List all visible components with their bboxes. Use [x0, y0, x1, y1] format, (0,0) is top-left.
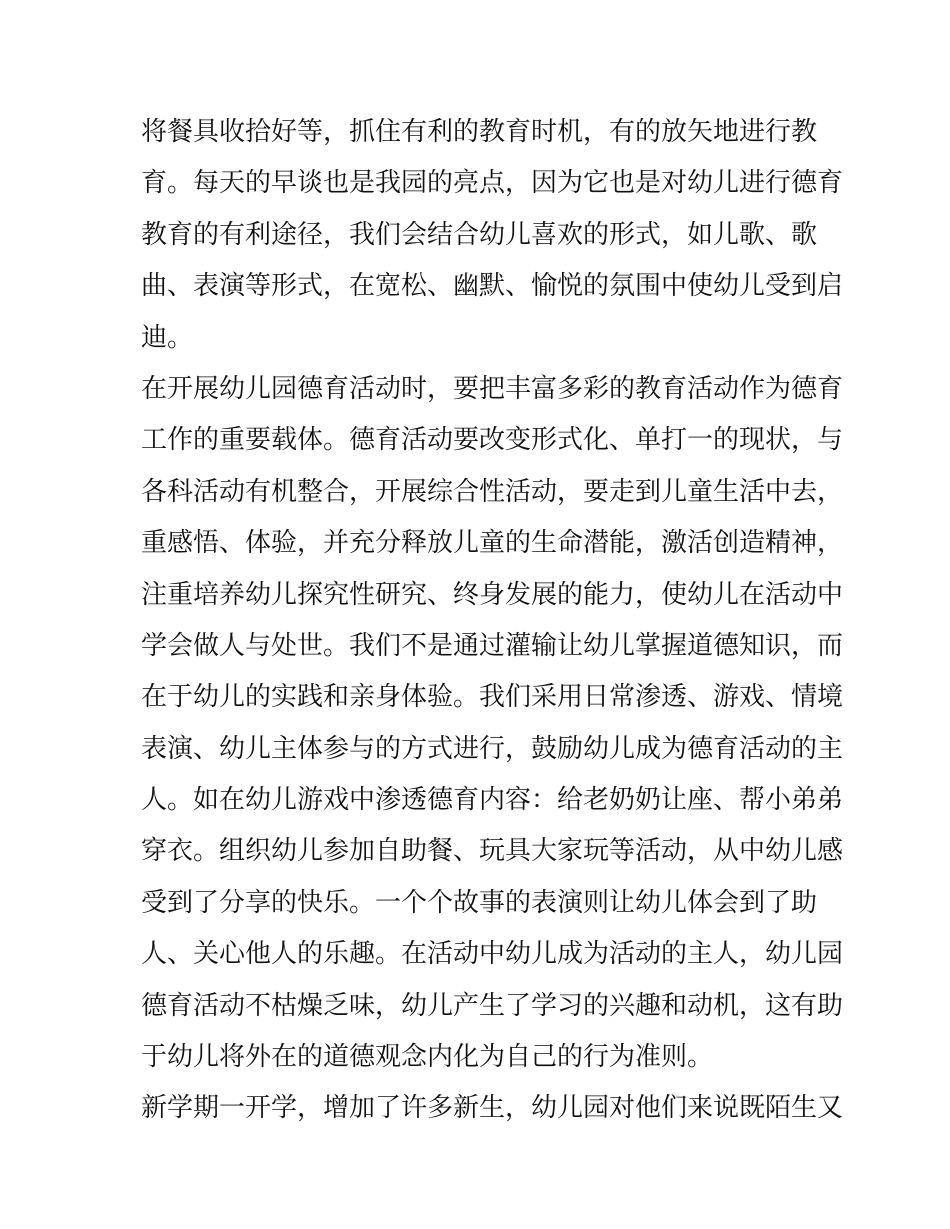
text-line: 将餐具收拾好等，抓住有利的教育时机，有的放矢地进行教 [141, 117, 818, 147]
text-line: 工作的重要载体。德育活动要改变形式化、单打一的现状，与 [141, 425, 844, 456]
body-text [141, 107, 844, 1135]
text-line: 各科活动有机整合，开展综合性活动，要走到儿童生活中去， [141, 476, 844, 507]
text-line: 人。如在幼儿游戏中渗透德育内容：给老奶奶让座、帮小弟弟 [141, 785, 844, 816]
text-line: 表演、幼儿主体参与的方式进行，鼓励幼儿成为德育活动的主 [141, 733, 844, 764]
text-line: 重感悟、体验，并充分释放儿童的生命潜能，激活创造精神， [141, 528, 844, 559]
text-line: 学会做人与处世。我们不是通过灌输让幼儿掌握道德知识，而 [141, 630, 844, 661]
text-line: 迪。 [141, 322, 194, 353]
text-line: 在于幼儿的实践和亲身体验。我们采用日常渗透、游戏、情境 [141, 682, 844, 713]
text-line: 穿衣。组织幼儿参加自助餐、玩具大家玩等活动，从中幼儿感 [141, 836, 844, 867]
text-line: 育。每天的早谈也是我园的亮点，因为它也是对幼儿进行德育 [141, 168, 844, 199]
text-line: 注重培养幼儿探究性研究、终身发展的能力，使幼儿在活动中 [141, 579, 844, 610]
text-line: 于幼儿将外在的道德观念内化为自己的行为准则。 [141, 1042, 714, 1073]
text-line: 新学期一开学，增加了许多新生，幼儿园对他们来说既陌生又 [141, 1093, 844, 1124]
text-line: 曲、表演等形式，在宽松、幽默、愉悦的氛围中使幼儿受到启 [141, 271, 844, 302]
text-line: 教育的有利途径，我们会结合幼儿喜欢的形式，如儿歌、歌 [141, 219, 818, 250]
text-line: 人、关心他人的乐趣。在活动中幼儿成为活动的主人，幼儿园 [141, 939, 844, 970]
text-line: 德育活动不枯燥乏味，幼儿产生了学习的兴趣和动机，这有助 [141, 990, 844, 1021]
text-line: 受到了分享的快乐。一个个故事的表演则让幼儿体会到了助 [141, 887, 818, 918]
text-line: 在开展幼儿园德育活动时，要把丰富多彩的教育活动作为德育 [141, 373, 844, 404]
